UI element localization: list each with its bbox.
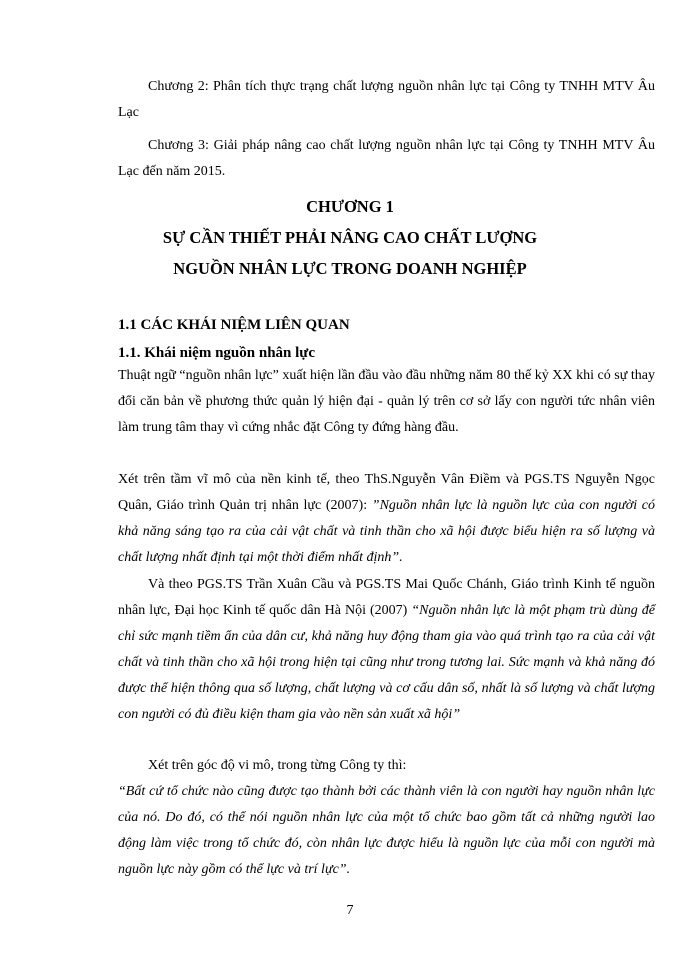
- paragraph-3-text: Và theo PGS.TS Trần Xuân Cầu và PGS.TS Mai Quốc Chánh, Giáo trình Kinh tế nguồn nhân lực, Đại học Kinh tế quốc dân Hà Nội (2007): [118, 577, 655, 618]
- intro-chuong-3: Chương 3: Giải pháp nâng cao chất lượng nguồn nhân lực tại Công ty TNHH MTV Âu Lạc đến năm 2015.: [118, 138, 655, 179]
- chapter-label: CHƯƠNG 1: [306, 197, 394, 216]
- paragraph-1: Thuật ngữ “nguồn nhân lực” xuất hiện lần đầu vào đầu những năm 80 thế kỷ XX khi có sự thay đổi căn bản về phương thức quản lý hiện đại - quản lý trên cơ sở lấy con người tức nhân viên làm trung tâm thay vì cứng nhắc đặt Công ty đứng hàng đầu.: [118, 368, 655, 435]
- paragraph-2: [118, 467, 655, 571]
- paragraph-5: [118, 779, 655, 883]
- paragraph-5-quote: “Bất cứ tổ chức nào cũng được tạo thành bởi các thành viên là con người hay nguồn nhân lực của nó. Do đó, có thể nói nguồn nhân lực của một tổ chức bao gồm tất cả những người lao động làm việc trong tổ chức đó, còn nhân lực được hiểu là nguồn lực của mỗi con người mà nguồn lực này gồm có thể lực và trí lực”.: [118, 784, 655, 877]
- chapter-title-line-2: NGUỒN NHÂN LỰC TRONG DOANH NGHIỆP: [173, 259, 527, 278]
- subsection-heading: 1.1. Khái niệm nguồn nhân lực: [118, 345, 315, 361]
- paragraph-4: Xét trên góc độ vi mô, trong từng Công ty thì:: [148, 758, 407, 773]
- page-number: 7: [346, 903, 354, 918]
- chapter-title-line-1: SỰ CẦN THIẾT PHẢI NÂNG CAO CHẤT LƯỢNG: [162, 228, 538, 247]
- paragraph-2-text: Xét trên tầm vĩ mô của nền kinh tế, theo ThS.Nguyễn Vân Điềm và PGS.TS Nguyễn Ngọc Quân, Giáo trình Quản trị nhân lực (2007):: [118, 472, 655, 513]
- paragraph-3-quote: “Nguồn nhân lực là một phạm trù dùng để chỉ sức mạnh tiềm ẩn của dân cư, khả năng huy động tham gia vào quá trình tạo ra của cải vật chất và tinh thần cho xã hội trong hiện tại cũng như trong tương lai. Sức mạnh và khả năng đó được thể hiện thông qua số lượng, chất lượng và cơ cấu dân số, nhất là số lượng và chất lượng con người có đủ điều kiện tham gia vào nền sản xuất xã hội”: [118, 603, 655, 722]
- section-heading: 1.1 CÁC KHÁI NIỆM LIÊN QUAN: [118, 317, 350, 333]
- intro-chuong-2: Chương 2: Phân tích thực trạng chất lượng nguồn nhân lực tại Công ty TNHH MTV Âu Lạc: [118, 79, 655, 120]
- paragraph-2-quote: ”Nguồn nhân lực là nguồn lực của con người có khả năng sáng tạo ra của cải vật chất và tinh thần cho xã hội được biểu hiện ra số lượng và chất lượng nhất định tại một thời điểm nhất định”.: [118, 498, 655, 565]
- paragraph-3: [118, 572, 655, 728]
